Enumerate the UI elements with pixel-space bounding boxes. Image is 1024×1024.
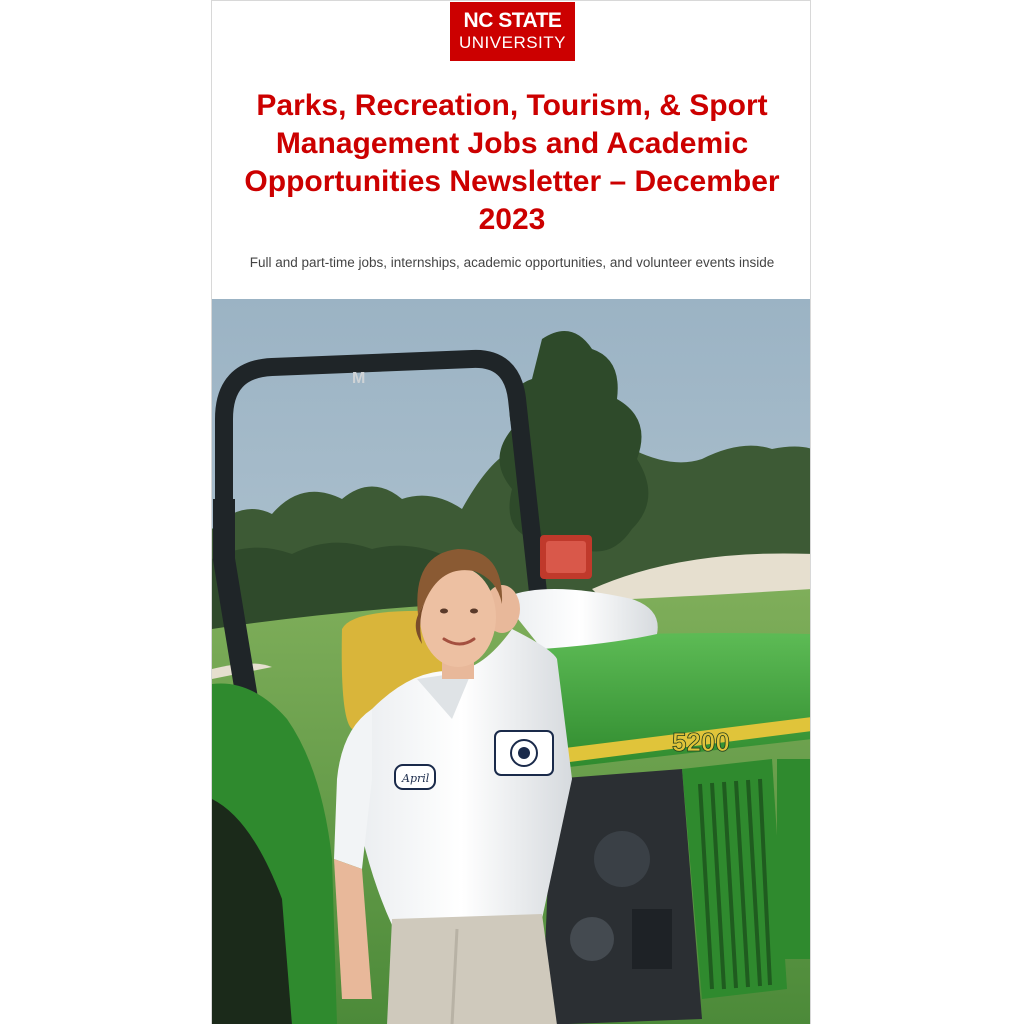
hero-photo-illustration — [212, 299, 811, 1024]
logo-line-2: UNIVERSITY — [458, 33, 567, 52]
rollbar-letter: M — [352, 370, 366, 387]
newsletter-subtitle: Full and part-time jobs, internships, academic opportunities, and volunteer events inside — [249, 255, 775, 270]
newsletter-title: Parks, Recreation, Tourism, & Sport Management Jobs and Academic Opportunities Newsletter – December 2023 — [244, 89, 780, 236]
logo-line-1: NC STATE — [463, 9, 562, 32]
hero-image — [212, 299, 811, 1024]
newsletter-email — [211, 0, 811, 1024]
name-patch: April — [402, 772, 430, 785]
tractor-model-number: 5200 — [672, 727, 730, 757]
nc-state-logo[interactable] — [450, 2, 575, 61]
